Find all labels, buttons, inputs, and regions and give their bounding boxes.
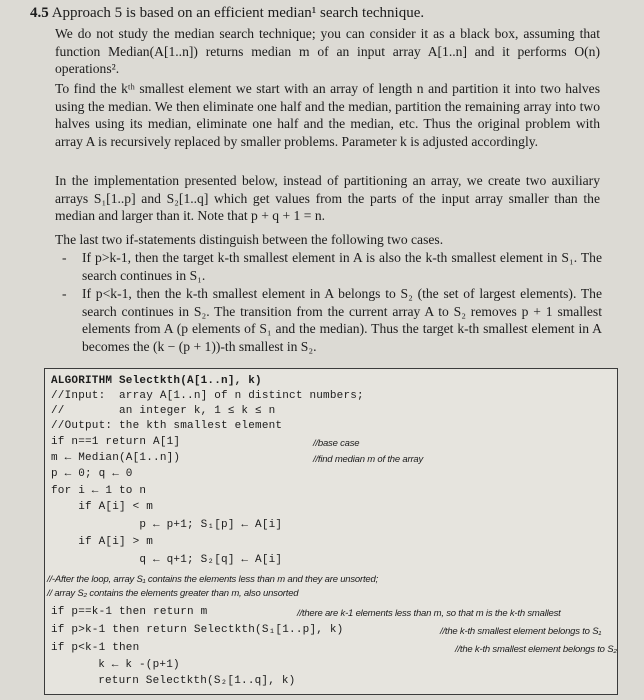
code-comment: //the k-th smallest element belongs to S₁ [440, 626, 602, 637]
code-line: if n==1 return A[1] [51, 436, 181, 448]
code-line: if p>k-1 then return Selectkth(S₁[1..p], k) [51, 624, 344, 636]
section-title: Approach 5 is based on an efficient median¹ search technique. [51, 5, 425, 21]
code-comment: //find median m of the array [313, 454, 424, 465]
code-comment: //base case [313, 438, 360, 449]
code-line: ALGORITHM Selectkth(A[1..n], k) [51, 375, 262, 387]
code-comment: // array S₂ contains the elements greater than m, also unsorted [47, 588, 299, 599]
bullet-text: If p>k-1, then the target k-th smallest element in A is also the k-th smallest element in S₁. The search continues in S₁. [82, 250, 602, 283]
code-line: if p<k-1 then [51, 642, 140, 654]
code-line: k ← k -(p+1) [71, 659, 180, 671]
paragraph-black-box: We do not study the median search technique; you can consider it as a black box, assuming that function Median(A[1..n]) returns median m of an input array A[1..n] and it performs O(n) operations². [55, 26, 600, 77]
list-item [62, 285, 602, 355]
bullet-dash: - [62, 286, 67, 302]
code-line: //Output: the kth smallest element [51, 420, 283, 432]
section-number: 4.5 [30, 5, 49, 21]
list-item [62, 249, 602, 284]
bullet-text: If p<k-1, then the k-th smallest element in A belongs to S₂ (the set of largest elements). The search continues in S₂. The transition from the current array A to S₂ removes p + 1 smallest elements from A (p elements of S₁ and the median). Thus the target k-th smallest element in A becomes the (k − (p + 1))-th smallest in S₂. [82, 286, 602, 354]
code-comment: //the k-th smallest element belongs to S₂ [455, 644, 617, 655]
code-line: if p==k-1 then return m [51, 606, 208, 618]
code-line: p ← 0; q ← 0 [51, 468, 133, 480]
paragraph-partition: To find the kᵗʰ smallest element we start with an array of length n and partition it into two halves using the median. We then eliminate one half and the median, partition the remaining array into two halves using its median, eliminate one half and the median, etc. Thus the original problem with array A is recursively replaced by smaller problems. Parameter k is adjusted accordingly. [55, 81, 600, 149]
code-line: p ← p+1; S₁[p] ← A[i] [85, 519, 283, 531]
paragraph-auxiliary-arrays: In the implementation presented below, instead of partitioning an array, we create two auxiliary arrays S₁[1..p] and S₂[1..q] which get values from the parts of the input array smaller than the median and larger than it. Note that p + q + 1 = n. [55, 173, 600, 224]
code-line: return Selectkth(S₂[1..q], k) [71, 675, 296, 687]
code-comment: //-After the loop, array S₁ contains the elements less than m and they are unsorted; [47, 574, 379, 585]
code-comment: //there are k-1 elements less than m, so that m is the k-th smallest [297, 608, 561, 619]
section-heading [30, 5, 424, 22]
code-line: if A[i] < m [51, 501, 154, 513]
algorithm-box [44, 368, 618, 695]
bullet-dash: - [62, 250, 67, 265]
code-line: q ← q+1; S₂[q] ← A[i] [85, 554, 283, 566]
paragraph-two-cases: The last two if-statements distinguish between the following two cases. [55, 232, 444, 247]
code-line: if A[i] > m [51, 536, 154, 548]
code-line: m ← Median(A[1..n]) [51, 452, 181, 464]
code-line: for i ← 1 to n [51, 485, 147, 497]
case-list [62, 249, 602, 357]
code-line: //Input: array A[1..n] of n distinct numbers; [51, 390, 364, 402]
code-line: // an integer k, 1 ≤ k ≤ n [51, 405, 276, 417]
